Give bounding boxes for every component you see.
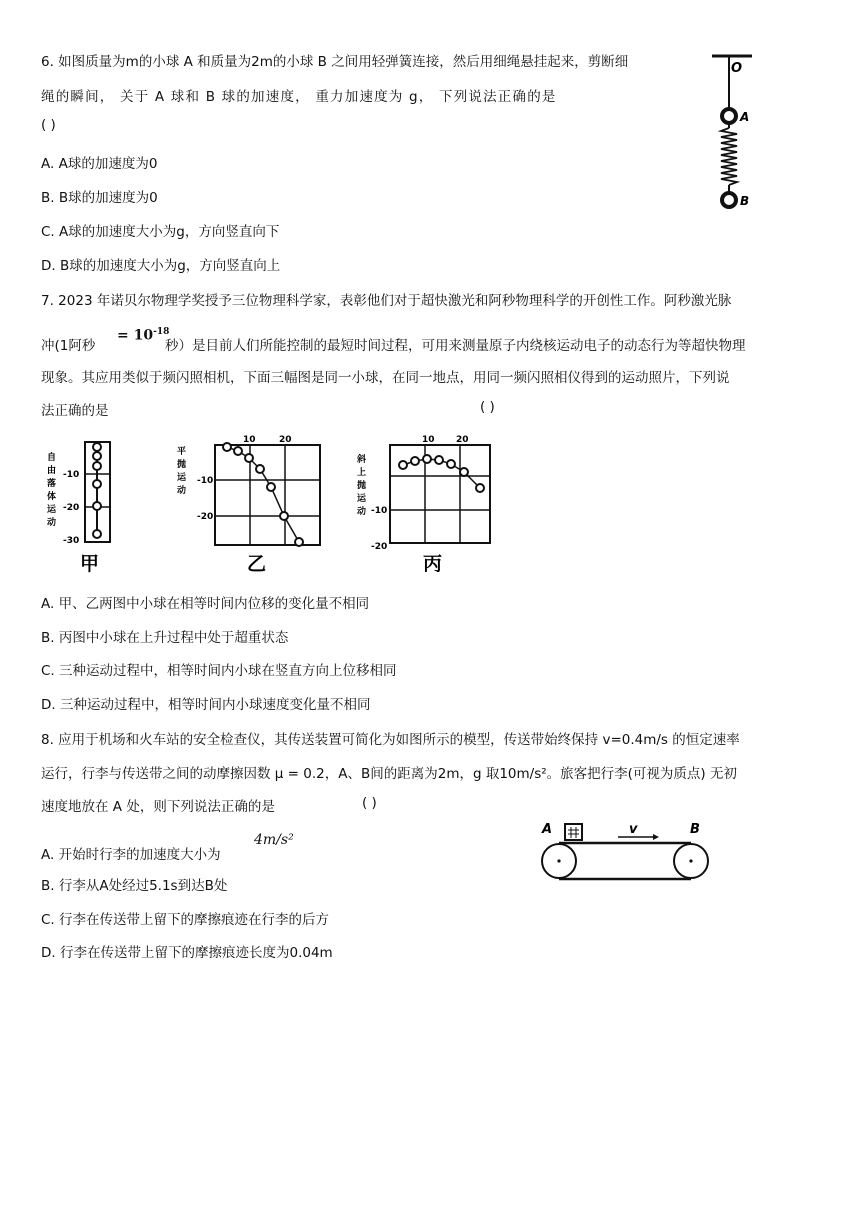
q7-stem-line-4: 法正确的是 xyxy=(41,403,109,419)
q8-stem-line-2: 运行，行李与传送带之间的动摩擦因数 μ = 0.2，A、B间的距离为2m，g 取10m/s²。旅客把行李(可视为质点) 无初 xyxy=(41,766,737,782)
label-b: B xyxy=(690,822,700,837)
svg-text:落: 落 xyxy=(47,479,57,489)
q6-option-a: A. A球的加速度为0 xyxy=(41,156,158,172)
svg-text:斜: 斜 xyxy=(357,455,367,465)
ball-b xyxy=(722,193,736,207)
label-a: A xyxy=(740,110,750,124)
q7-attosecond-math: = $10^{-18}$ xyxy=(117,327,170,344)
svg-text:-20: -20 xyxy=(371,542,388,552)
q7-option-c: C. 三种运动过程中，相等时间内小球在竖直方向上位移相同 xyxy=(41,663,397,679)
q8-stem-line-1: 8. 应用于机场和火车站的安全检查仪，其传送装置可简化为如图所示的模型，传送带始终保持 v=0.4m/s 的恒定速率 xyxy=(41,732,740,748)
label-o: O xyxy=(731,61,743,76)
svg-text:上: 上 xyxy=(357,468,367,478)
svg-text:由: 由 xyxy=(47,466,57,476)
svg-text:抛: 抛 xyxy=(177,460,187,470)
q6-option-b: B. B球的加速度为0 xyxy=(41,190,158,206)
q6-stem-line-2: 绳的瞬间， 关于 A 球和 B 球的加速度， 重力加速度为 g， 下列说法正确的是 xyxy=(41,89,557,105)
q6-option-c: C. A球的加速度大小为g，方向竖直向下 xyxy=(41,224,280,240)
svg-text:-10: -10 xyxy=(371,506,388,516)
q7-option-d: D. 三种运动过程中，相等时间内小球速度变化量不相同 xyxy=(41,697,371,713)
label-b: B xyxy=(740,194,750,208)
luggage xyxy=(565,824,582,840)
figure-jia xyxy=(45,440,135,575)
label-a: A xyxy=(542,822,553,837)
q8-option-a-value: 4m/s² xyxy=(254,832,294,848)
figure-bing xyxy=(355,432,505,572)
q8-option-a: A. 开始时行李的加速度大小为 xyxy=(41,847,221,863)
caption-bing: 丙 xyxy=(423,553,443,572)
svg-text:10: 10 xyxy=(422,435,435,445)
q6-spring-figure xyxy=(700,50,770,215)
svg-text:动: 动 xyxy=(177,486,187,496)
svg-text:动: 动 xyxy=(47,518,57,528)
svg-text:-20: -20 xyxy=(63,503,80,513)
svg-text:运: 运 xyxy=(177,473,187,483)
q8-option-b: B. 行李从A处经过5.1s到达B处 xyxy=(41,878,228,894)
q8-conveyor-figure xyxy=(535,818,715,883)
q7-stem-line-3: 现象。其应用类似于频闪照相机，下面三幅图是同一小球，在同一地点，用同一频闪照相仪得到的运动照片，下列说 xyxy=(41,370,730,386)
svg-text:20: 20 xyxy=(279,435,292,445)
svg-text:运: 运 xyxy=(47,505,57,515)
ball-a xyxy=(722,109,736,123)
q7-stem-line-2-end: 秒）是目前人们所能控制的最短时间过程，可用来测量原子内绕核运动电子的动态行为等超快物理 xyxy=(165,338,746,354)
svg-text:20: 20 xyxy=(456,435,469,445)
figure-yi xyxy=(175,432,325,572)
q7-answer-blank: ( ) xyxy=(480,399,495,415)
q7-stem-line-2-start: 冲(1阿秒 xyxy=(41,338,96,354)
caption-yi: 乙 xyxy=(247,553,267,572)
label-v: v xyxy=(629,822,638,837)
svg-text:动: 动 xyxy=(357,507,367,517)
q7-stem-line-1: 7. 2023 年诺贝尔物理学奖授予三位物理科学家，表彰他们对于超快激光和阿秒物理科学的开创性工作。阿秒激光脉 xyxy=(41,293,732,309)
q8-answer-blank: ( ) xyxy=(362,795,377,811)
svg-text:-10: -10 xyxy=(63,470,80,480)
svg-text:抛: 抛 xyxy=(357,481,367,491)
q7-option-a: A. 甲、乙两图中小球在相等时间内位移的变化量不相同 xyxy=(41,596,370,612)
q8-stem-line-3: 速度地放在 A 处，则下列说法正确的是 xyxy=(41,799,275,815)
svg-text:体: 体 xyxy=(47,492,57,502)
svg-text:10: 10 xyxy=(243,435,256,445)
svg-text:-20: -20 xyxy=(197,512,214,522)
q6-option-d: D. B球的加速度大小为g，方向竖直向上 xyxy=(41,258,281,274)
q8-option-c: C. 行李在传送带上留下的摩擦痕迹在行李的后方 xyxy=(41,912,330,928)
q7-option-b: B. 丙图中小球在上升过程中处于超重状态 xyxy=(41,630,289,646)
q6-answer-blank: ( ) xyxy=(41,117,56,133)
q8-option-d: D. 行李在传送带上留下的摩擦痕迹长度为0.04m xyxy=(41,945,333,961)
svg-text:自: 自 xyxy=(47,453,57,463)
caption-jia: 甲 xyxy=(80,553,100,575)
spring xyxy=(721,128,737,185)
svg-text:-10: -10 xyxy=(197,476,214,486)
q6-stem-line-1: 6. 如图质量为m的小球 A 和质量为2m的小球 B 之间用轻弹簧连接，然后用细绳悬挂起来，剪断细 xyxy=(41,54,629,70)
svg-text:运: 运 xyxy=(357,494,367,504)
svg-text:-30: -30 xyxy=(63,536,80,546)
svg-text:平: 平 xyxy=(177,447,187,457)
